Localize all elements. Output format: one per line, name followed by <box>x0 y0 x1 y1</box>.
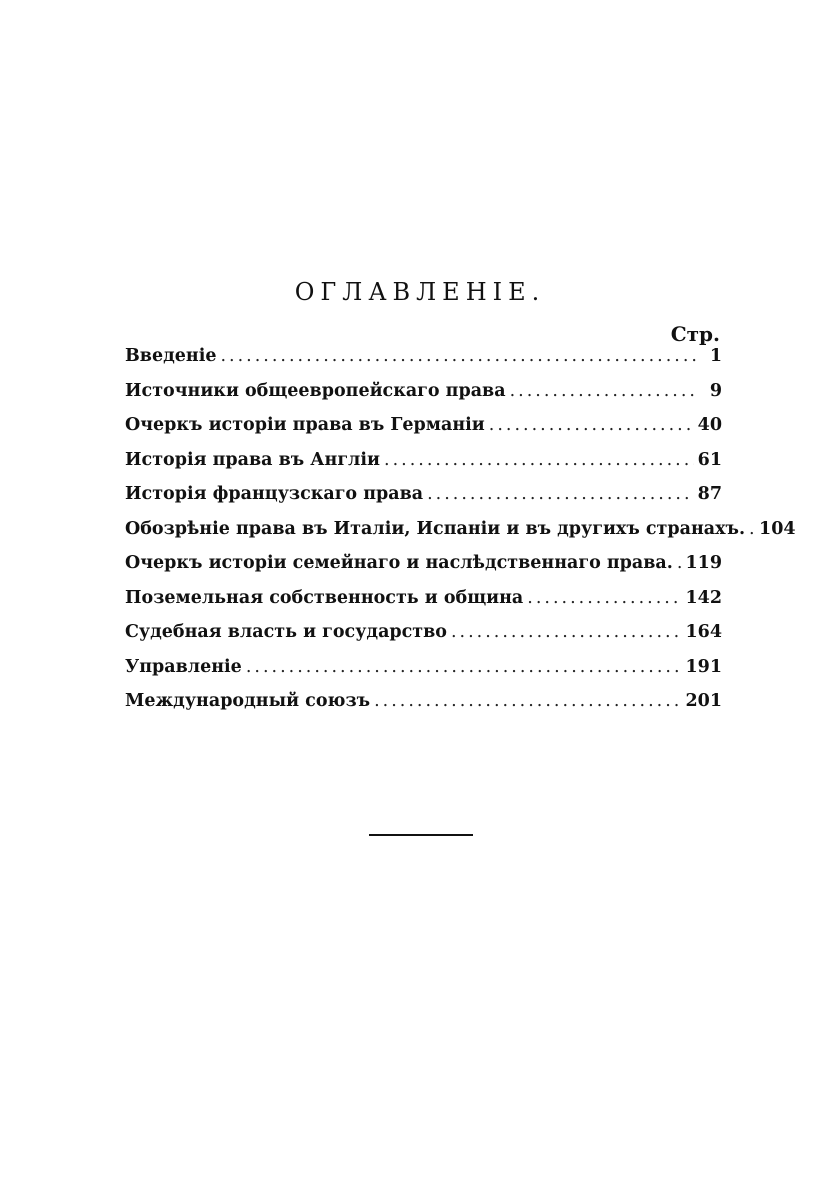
toc-entry <box>125 657 722 692</box>
toc-entry-title: Судебная власть и государство <box>125 622 447 642</box>
horizontal-rule-divider <box>369 834 473 836</box>
dot-leader <box>451 622 681 642</box>
dot-leader <box>374 691 681 711</box>
toc-entry-page: 61 <box>697 449 722 470</box>
toc-entry-page: 119 <box>685 553 722 573</box>
dot-leader <box>246 657 682 677</box>
dot-leader <box>220 346 698 366</box>
toc-entry <box>125 415 722 450</box>
dot-leader <box>384 450 694 470</box>
toc-entry-page: 87 <box>697 484 722 504</box>
toc-entry-title: Источники общеевропейскаго права <box>125 380 506 401</box>
table-of-contents <box>125 346 796 726</box>
toc-entry <box>125 346 722 381</box>
dot-leader <box>677 553 682 573</box>
dot-leader <box>749 519 755 539</box>
toc-entry-title: Очеркъ исторіи права въ Германіи <box>125 415 485 435</box>
toc-entry-page: 164 <box>685 622 722 642</box>
toc-entry <box>125 691 722 726</box>
toc-entry-page: 201 <box>685 691 722 711</box>
toc-entry-title: Исторія права въ Англіи <box>125 449 381 470</box>
toc-entry-title: Международный союзъ <box>125 691 371 711</box>
toc-entry <box>125 588 722 623</box>
toc-entry-title: Исторія французскаго права <box>125 484 424 504</box>
toc-entry <box>125 518 796 554</box>
dot-leader <box>510 381 698 401</box>
toc-entry-page: 9 <box>709 380 722 401</box>
toc-entry-title: Очеркъ исторіи семейнаго и наслѣдственнаго права. <box>125 553 673 573</box>
toc-entry-title: Управленіе <box>125 656 242 677</box>
toc-entry-title: Обозрѣніе права въ Италіи, Испаніи и въ другихъ странахъ. <box>125 518 746 539</box>
toc-entry-page: 40 <box>697 415 722 435</box>
dot-leader <box>489 415 694 435</box>
toc-entry-page: 1 <box>709 346 722 366</box>
dot-leader <box>527 588 681 608</box>
page-title: ОГЛАВЛЕНІЕ. <box>294 278 546 306</box>
toc-entry-title: Поземельная собственность и община <box>125 587 524 608</box>
toc-entry <box>125 484 722 519</box>
toc-entry <box>125 450 722 485</box>
toc-entry-page: 142 <box>685 587 722 608</box>
toc-entry-page: 191 <box>685 656 722 677</box>
toc-entry-title: Введеніе <box>125 346 217 366</box>
dot-leader <box>427 484 694 504</box>
toc-entry <box>125 381 722 416</box>
toc-entry <box>125 553 722 588</box>
toc-entry <box>125 622 722 657</box>
toc-entry-page: 104 <box>759 518 796 539</box>
page-column-label: Стр. <box>670 322 720 346</box>
